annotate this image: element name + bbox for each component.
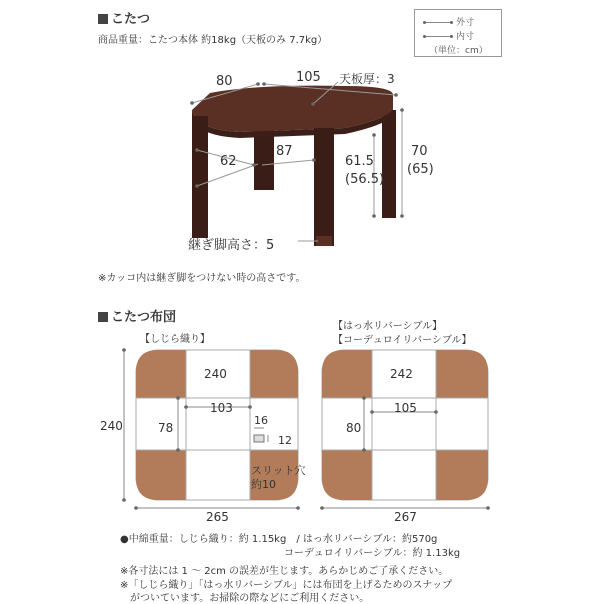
right-futon-title-1: 【はっ水リバーシブル】 <box>333 321 443 332</box>
batting-weight-corduroy: コーデュロイリバーシブル：約 1.13kg <box>284 548 461 559</box>
futon-note-1: ※各寸法には 1 ～ 2cm の誤差が生じます。あらかじめご了承ください。 <box>120 566 449 577</box>
left-futon-height: 240 <box>100 419 123 433</box>
corner-panel <box>436 450 488 500</box>
dim-inner-width: 87 <box>276 144 293 159</box>
right-futon-inner-width: 105 <box>394 401 417 415</box>
right-futon-inner-height: 80 <box>346 421 362 435</box>
corner-panel <box>136 350 186 398</box>
kotatsu-heading: こたつ <box>98 8 150 27</box>
futon-diagrams <box>0 340 600 520</box>
kotatsu-note: ※カッコ内は継ぎ脚をつけない時の高さです。 <box>98 273 306 284</box>
left-futon-width: 265 <box>206 510 229 524</box>
slit-label-1: スリット穴 <box>251 464 306 477</box>
left-futon-inner-top: 240 <box>204 367 227 381</box>
dim-depth: 80 <box>216 74 233 89</box>
square-bullet-icon <box>98 312 108 322</box>
extension-leg <box>316 236 332 246</box>
slit-label-2: 約10 <box>251 478 276 491</box>
left-futon-inner-height: 78 <box>158 421 174 435</box>
right-futon-width: 267 <box>394 510 417 524</box>
dim-inner-height-alt: (56.5) <box>345 172 385 187</box>
corner-panel <box>322 350 372 398</box>
kotatsu-weight: 商品重量：こたつ本体 約18kg（天板のみ 7.7kg） <box>98 35 328 46</box>
right-futon-title-2: 【コーデュロイリバーシブル】 <box>333 335 472 346</box>
corner-panel <box>136 450 186 500</box>
dim-inner-depth: 62 <box>220 154 237 169</box>
dim-inner-height: 61.5 <box>345 154 374 169</box>
corner-panel <box>436 350 488 398</box>
right-futon-inner-top: 242 <box>390 367 413 381</box>
dim-height: 70 <box>411 144 428 159</box>
corner-panel <box>322 450 372 500</box>
corner-panel <box>250 350 298 398</box>
dim-extension-leg: 継ぎ脚高さ：5 <box>188 238 275 253</box>
dim-width: 105 <box>296 70 321 85</box>
dimension-legend: 外寸 内寸 （単位：cm） <box>414 9 502 57</box>
futon-note-3: がついています。お掃除の際などにご利用ください。 <box>120 593 370 604</box>
front-left-leg <box>192 116 208 238</box>
slit-height: 12 <box>278 434 292 447</box>
futon-heading: こたつ布団 <box>98 306 176 325</box>
futon-note-2: ※「しじら織り」「はっ水リバーシブル」には布団を上げるためのスナップ <box>120 580 453 591</box>
left-futon-title: 【しじら織り】 <box>140 334 210 345</box>
back-far-leg <box>382 110 396 218</box>
dim-top-thickness: 天板厚：3 <box>339 72 395 86</box>
batting-weight: ●中綿重量：しじら織り：約 1.15kg / はっ水リバーシブル：約570g <box>120 534 438 545</box>
front-right-leg <box>314 128 334 246</box>
slit-width: 16 <box>254 414 268 427</box>
dim-height-alt: (65) <box>407 162 434 177</box>
slit-hole <box>254 435 264 442</box>
kotatsu-table-illustration <box>0 0 600 290</box>
left-futon-inner-width: 103 <box>210 401 233 415</box>
